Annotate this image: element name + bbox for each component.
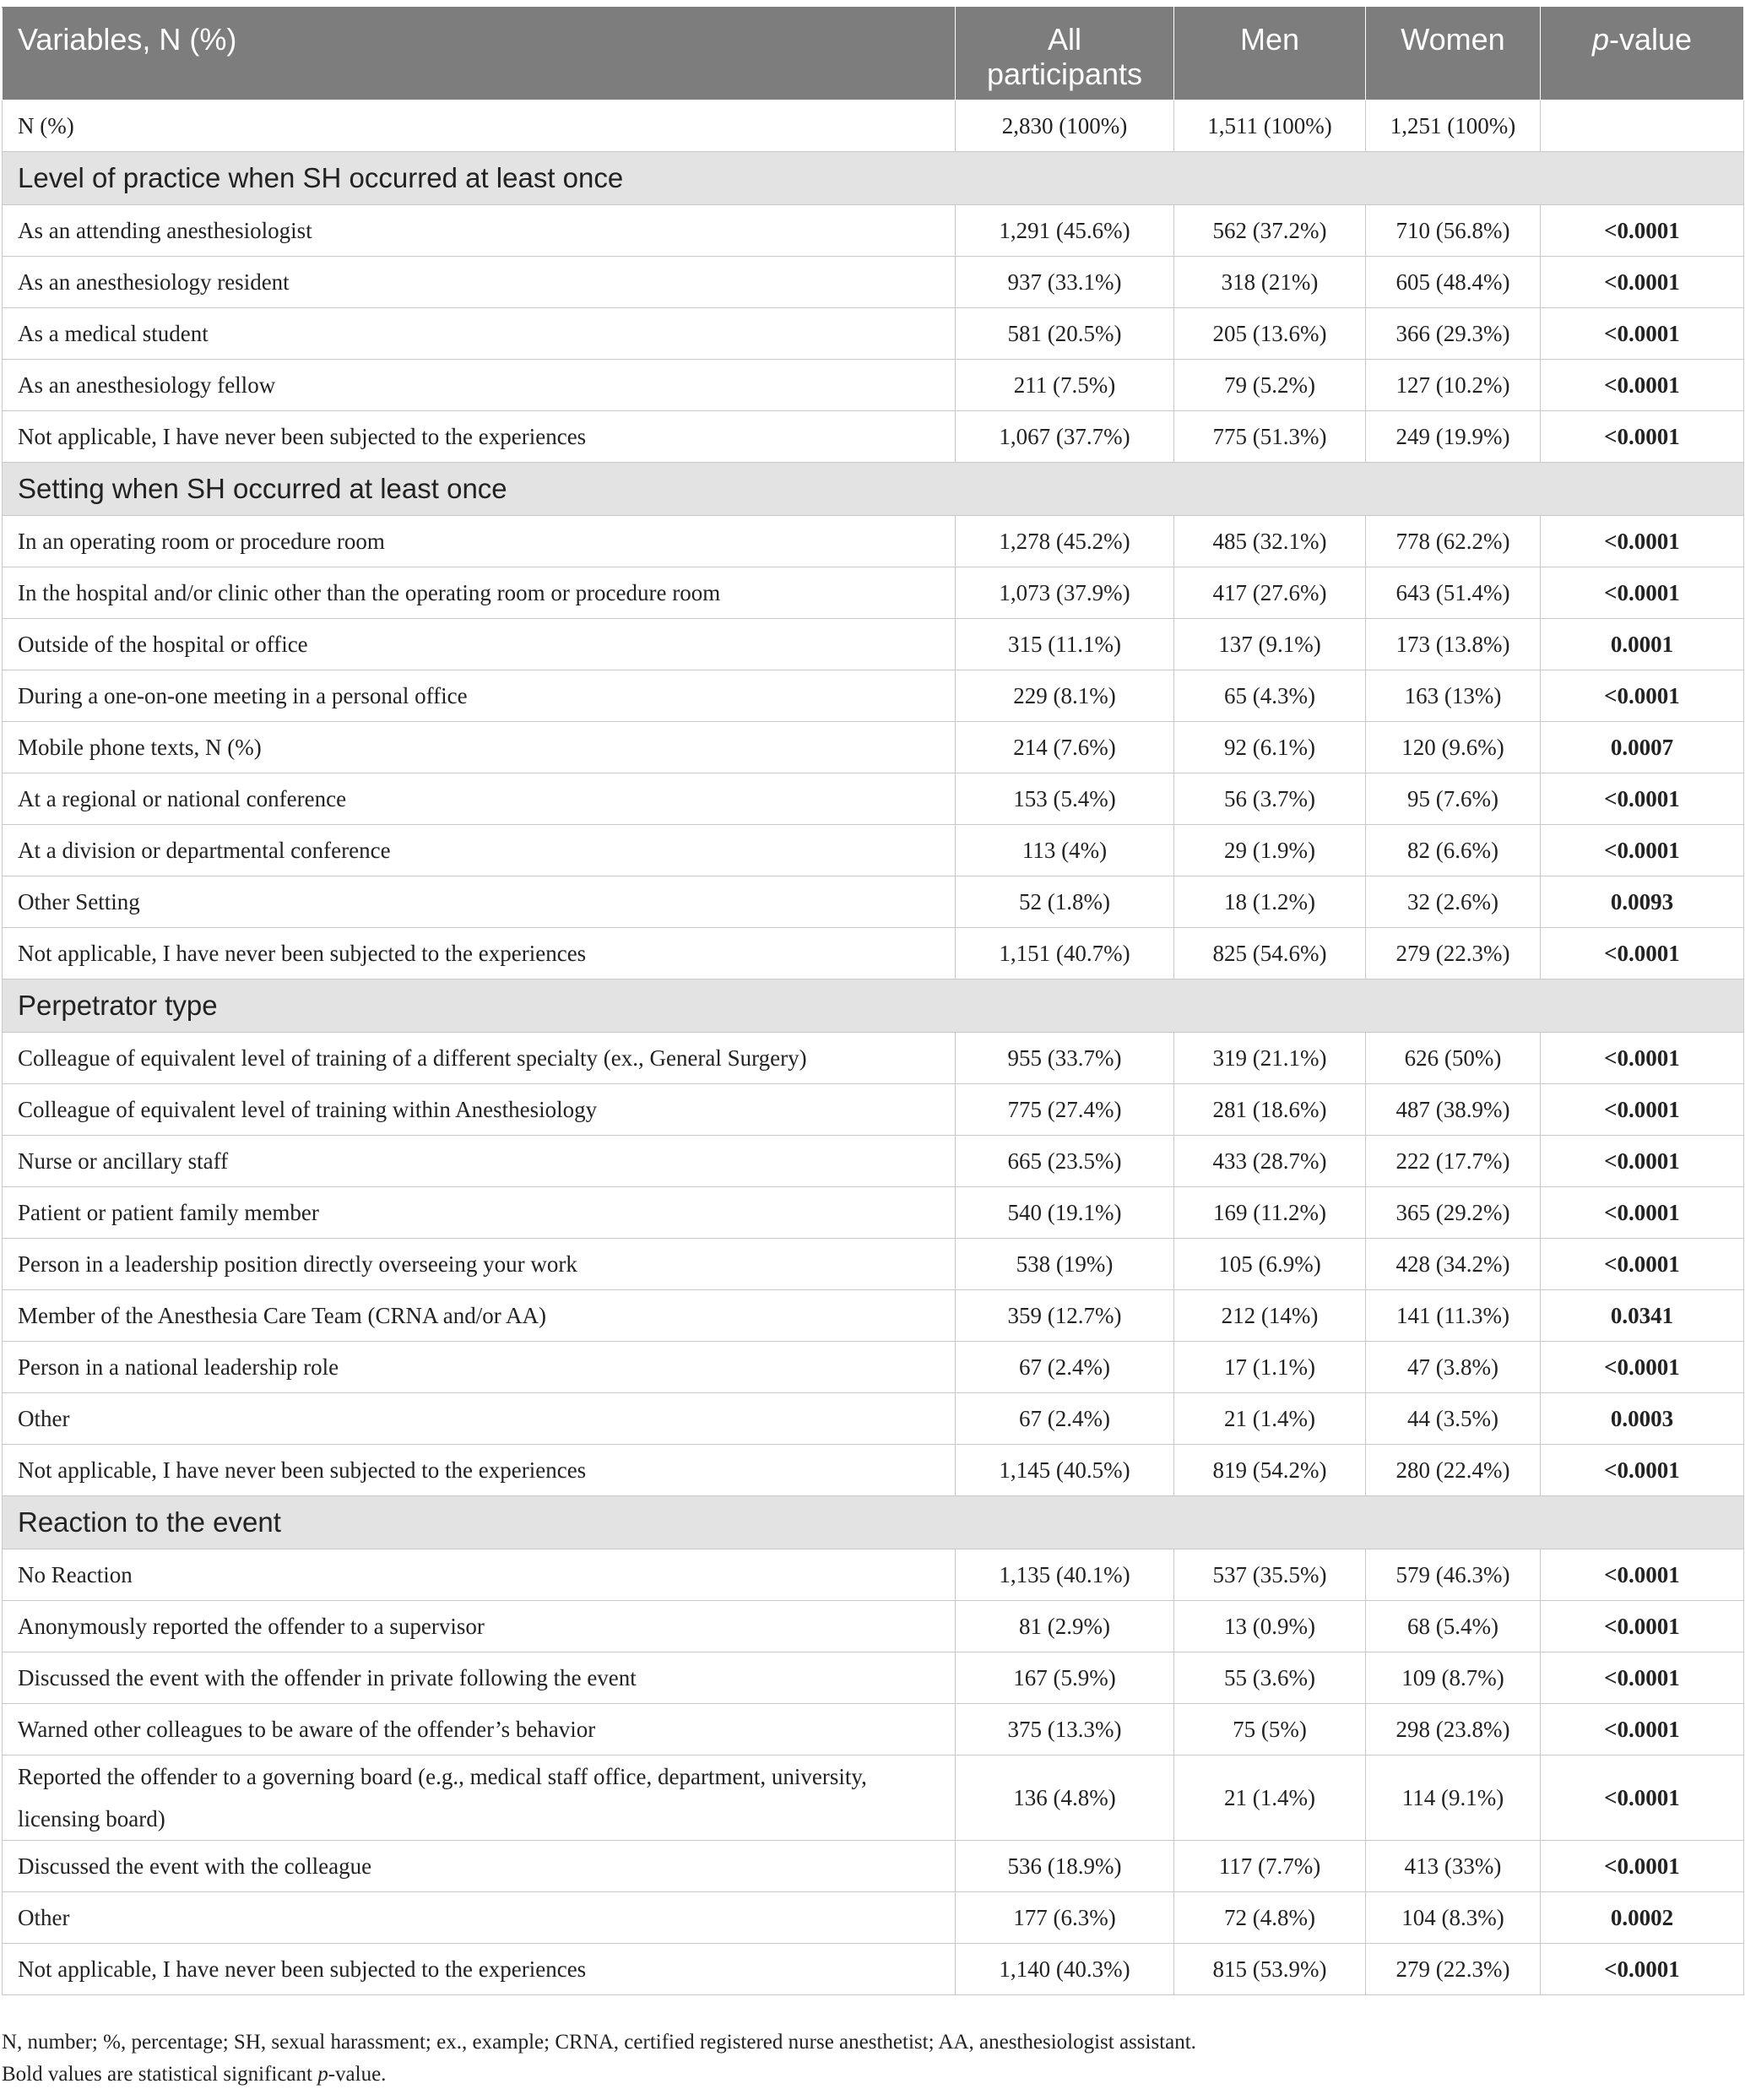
cell-p-value: <0.0001 [1541, 928, 1744, 979]
cell-women: 643 (51.4%) [1366, 567, 1541, 619]
n-row-all: 2,830 (100%) [956, 100, 1174, 152]
cell-all-participants: 581 (20.5%) [956, 308, 1174, 360]
table-row [3, 1704, 1744, 1755]
header-variables: Variables, N (%) [3, 8, 956, 100]
cell-p-value: <0.0001 [1541, 825, 1744, 876]
cell-p-value: <0.0001 [1541, 1755, 1744, 1841]
cell-all-participants: 1,151 (40.7%) [956, 928, 1174, 979]
cell-p-value: <0.0001 [1541, 1187, 1744, 1239]
section-header-row [3, 152, 1744, 205]
table-row [3, 773, 1744, 825]
row-label: Nurse or ancillary staff [3, 1136, 956, 1187]
cell-all-participants: 167 (5.9%) [956, 1652, 1174, 1704]
cell-p-value: <0.0001 [1541, 670, 1744, 722]
cell-all-participants: 1,067 (37.7%) [956, 411, 1174, 463]
cell-men: 18 (1.2%) [1174, 876, 1366, 928]
row-label: Member of the Anesthesia Care Team (CRNA and/or AA) [3, 1290, 956, 1342]
cell-women: 279 (22.3%) [1366, 1944, 1541, 1995]
table-row [3, 825, 1744, 876]
cell-men: 318 (21%) [1174, 257, 1366, 308]
cell-men: 319 (21.1%) [1174, 1033, 1366, 1084]
row-label: Other [3, 1892, 956, 1944]
results-table-container [2, 7, 1743, 1995]
cell-men: 72 (4.8%) [1174, 1892, 1366, 1944]
cell-women: 365 (29.2%) [1366, 1187, 1541, 1239]
row-label: Person in a leadership position directly overseeing your work [3, 1239, 956, 1290]
cell-men: 65 (4.3%) [1174, 670, 1366, 722]
cell-all-participants: 1,140 (40.3%) [956, 1944, 1174, 1995]
cell-women: 428 (34.2%) [1366, 1239, 1541, 1290]
cell-all-participants: 375 (13.3%) [956, 1704, 1174, 1755]
cell-women: 366 (29.3%) [1366, 308, 1541, 360]
row-label: Not applicable, I have never been subjected to the experiences [3, 411, 956, 463]
cell-men: 13 (0.9%) [1174, 1601, 1366, 1652]
cell-all-participants: 136 (4.8%) [956, 1755, 1174, 1841]
row-label: Outside of the hospital or office [3, 619, 956, 670]
cell-men: 29 (1.9%) [1174, 825, 1366, 876]
cell-men: 117 (7.7%) [1174, 1841, 1366, 1892]
cell-men: 205 (13.6%) [1174, 308, 1366, 360]
cell-women: 114 (9.1%) [1366, 1755, 1541, 1841]
cell-women: 710 (56.8%) [1366, 205, 1541, 257]
header-women: Women [1366, 8, 1541, 100]
table-row [3, 1445, 1744, 1496]
cell-men: 537 (35.5%) [1174, 1549, 1366, 1601]
table-row [3, 1187, 1744, 1239]
table-row [3, 1755, 1744, 1841]
cell-all-participants: 1,291 (45.6%) [956, 205, 1174, 257]
table-row [3, 722, 1744, 773]
cell-all-participants: 52 (1.8%) [956, 876, 1174, 928]
footnote-bold-note [2, 2059, 1741, 2091]
n-row-label: N (%) [3, 100, 956, 152]
cell-women: 778 (62.2%) [1366, 516, 1541, 567]
row-label: Mobile phone texts, N (%) [3, 722, 956, 773]
row-label: Colleague of equivalent level of training of a different specialty (ex., General Surgery) [3, 1033, 956, 1084]
row-label: Colleague of equivalent level of training within Anesthesiology [3, 1084, 956, 1136]
cell-p-value: <0.0001 [1541, 308, 1744, 360]
cell-all-participants: 536 (18.9%) [956, 1841, 1174, 1892]
n-row-women: 1,251 (100%) [1366, 100, 1541, 152]
cell-men: 79 (5.2%) [1174, 360, 1366, 411]
header-p-suffix: -value [1608, 22, 1693, 57]
cell-men: 92 (6.1%) [1174, 722, 1366, 773]
footnote-p-suffix: -value. [328, 2063, 387, 2086]
cell-all-participants: 955 (33.7%) [956, 1033, 1174, 1084]
row-label: Other [3, 1393, 956, 1445]
cell-women: 32 (2.6%) [1366, 876, 1541, 928]
cell-p-value: 0.0007 [1541, 722, 1744, 773]
cell-women: 222 (17.7%) [1366, 1136, 1541, 1187]
footnote-bold-note-text: Bold values are statistical significant [2, 2063, 318, 2086]
row-label: Anonymously reported the offender to a supervisor [3, 1601, 956, 1652]
cell-all-participants: 81 (2.9%) [956, 1601, 1174, 1652]
row-label: In an operating room or procedure room [3, 516, 956, 567]
cell-p-value: <0.0001 [1541, 1342, 1744, 1393]
row-label: Reported the offender to a governing board (e.g., medical staff office, department, university, licensing board) [3, 1755, 956, 1841]
row-label: Not applicable, I have never been subjected to the experiences [3, 1944, 956, 1995]
cell-p-value: <0.0001 [1541, 1084, 1744, 1136]
section-header-row [3, 979, 1744, 1033]
cell-women: 109 (8.7%) [1366, 1652, 1541, 1704]
cell-p-value: <0.0001 [1541, 1704, 1744, 1755]
row-label: As an attending anesthesiologist [3, 205, 956, 257]
cell-men: 775 (51.3%) [1174, 411, 1366, 463]
cell-women: 127 (10.2%) [1366, 360, 1541, 411]
table-row [3, 1892, 1744, 1944]
cell-p-value: 0.0341 [1541, 1290, 1744, 1342]
table-row [3, 205, 1744, 257]
table-row [3, 619, 1744, 670]
cell-all-participants: 665 (23.5%) [956, 1136, 1174, 1187]
cell-women: 44 (3.5%) [1366, 1393, 1541, 1445]
row-label: Other Setting [3, 876, 956, 928]
cell-women: 280 (22.4%) [1366, 1445, 1541, 1496]
table-row [3, 411, 1744, 463]
section-title: Level of practice when SH occurred at least once [3, 152, 1744, 205]
cell-women: 298 (23.8%) [1366, 1704, 1541, 1755]
cell-all-participants: 113 (4%) [956, 825, 1174, 876]
cell-p-value: 0.0003 [1541, 1393, 1744, 1445]
cell-all-participants: 1,278 (45.2%) [956, 516, 1174, 567]
cell-all-participants: 775 (27.4%) [956, 1084, 1174, 1136]
cell-men: 169 (11.2%) [1174, 1187, 1366, 1239]
table-row [3, 1944, 1744, 1995]
row-label: Not applicable, I have never been subjected to the experiences [3, 928, 956, 979]
section-header-row [3, 463, 1744, 516]
cell-men: 417 (27.6%) [1174, 567, 1366, 619]
section-title: Setting when SH occurred at least once [3, 463, 1744, 516]
cell-women: 487 (38.9%) [1366, 1084, 1541, 1136]
cell-men: 433 (28.7%) [1174, 1136, 1366, 1187]
cell-women: 279 (22.3%) [1366, 928, 1541, 979]
cell-women: 579 (46.3%) [1366, 1549, 1541, 1601]
row-label: At a regional or national conference [3, 773, 956, 825]
cell-p-value: 0.0093 [1541, 876, 1744, 928]
footnote-abbreviations: N, number; %, percentage; SH, sexual harassment; ex., example; CRNA, certified registered nurse anesthetist; AA, anesthesiologist assistant. [2, 2031, 1196, 2054]
table-row [3, 876, 1744, 928]
cell-men: 75 (5%) [1174, 1704, 1366, 1755]
cell-men: 56 (3.7%) [1174, 773, 1366, 825]
table-row [3, 308, 1744, 360]
table-row [3, 257, 1744, 308]
row-label: During a one-on-one meeting in a personal office [3, 670, 956, 722]
cell-all-participants: 540 (19.1%) [956, 1187, 1174, 1239]
cell-men: 212 (14%) [1174, 1290, 1366, 1342]
cell-women: 68 (5.4%) [1366, 1601, 1541, 1652]
cell-women: 413 (33%) [1366, 1841, 1541, 1892]
n-row [3, 100, 1744, 152]
cell-women: 173 (13.8%) [1366, 619, 1541, 670]
table-row [3, 1549, 1744, 1601]
cell-p-value: <0.0001 [1541, 1601, 1744, 1652]
cell-women: 141 (11.3%) [1366, 1290, 1541, 1342]
cell-men: 819 (54.2%) [1174, 1445, 1366, 1496]
row-label: As an anesthesiology fellow [3, 360, 956, 411]
table-row [3, 1652, 1744, 1704]
section-header-row [3, 1496, 1744, 1549]
cell-women: 82 (6.6%) [1366, 825, 1541, 876]
cell-men: 137 (9.1%) [1174, 619, 1366, 670]
cell-women: 120 (9.6%) [1366, 722, 1541, 773]
cell-women: 163 (13%) [1366, 670, 1541, 722]
cell-women: 605 (48.4%) [1366, 257, 1541, 308]
table-header [3, 8, 1744, 100]
cell-women: 47 (3.8%) [1366, 1342, 1541, 1393]
header-p-italic: p [1591, 22, 1609, 57]
cell-men: 21 (1.4%) [1174, 1393, 1366, 1445]
cell-men: 105 (6.9%) [1174, 1239, 1366, 1290]
n-row-p-value [1541, 100, 1744, 152]
cell-p-value: <0.0001 [1541, 567, 1744, 619]
row-label: In the hospital and/or clinic other than the operating room or procedure room [3, 567, 956, 619]
cell-men: 485 (32.1%) [1174, 516, 1366, 567]
table-row [3, 1033, 1744, 1084]
cell-men: 55 (3.6%) [1174, 1652, 1366, 1704]
row-label: Patient or patient family member [3, 1187, 956, 1239]
table-body [3, 100, 1744, 1995]
row-label: At a division or departmental conference [3, 825, 956, 876]
cell-women: 626 (50%) [1366, 1033, 1541, 1084]
row-label: Person in a national leadership role [3, 1342, 956, 1393]
section-title: Perpetrator type [3, 979, 1744, 1033]
table-row [3, 1239, 1744, 1290]
cell-women: 104 (8.3%) [1366, 1892, 1541, 1944]
cell-all-participants: 67 (2.4%) [956, 1393, 1174, 1445]
table-row [3, 1084, 1744, 1136]
table-row [3, 516, 1744, 567]
cell-all-participants: 67 (2.4%) [956, 1342, 1174, 1393]
cell-p-value: <0.0001 [1541, 1445, 1744, 1496]
header-men: Men [1174, 8, 1366, 100]
table-row [3, 1841, 1744, 1892]
cell-p-value: 0.0001 [1541, 619, 1744, 670]
table-row [3, 1601, 1744, 1652]
cell-p-value: <0.0001 [1541, 257, 1744, 308]
cell-p-value: <0.0001 [1541, 1944, 1744, 1995]
table-row [3, 360, 1744, 411]
cell-p-value: <0.0001 [1541, 1549, 1744, 1601]
cell-p-value: <0.0001 [1541, 1136, 1744, 1187]
table-row [3, 1290, 1744, 1342]
table-row [3, 1342, 1744, 1393]
section-title: Reaction to the event [3, 1496, 1744, 1549]
cell-p-value: 0.0002 [1541, 1892, 1744, 1944]
cell-p-value: <0.0001 [1541, 205, 1744, 257]
cell-p-value: <0.0001 [1541, 1841, 1744, 1892]
row-label: Discussed the event with the offender in private following the event [3, 1652, 956, 1704]
row-label: Discussed the event with the colleague [3, 1841, 956, 1892]
table-row [3, 1136, 1744, 1187]
cell-all-participants: 1,145 (40.5%) [956, 1445, 1174, 1496]
cell-p-value: <0.0001 [1541, 1033, 1744, 1084]
cell-all-participants: 315 (11.1%) [956, 619, 1174, 670]
cell-women: 249 (19.9%) [1366, 411, 1541, 463]
table-row [3, 670, 1744, 722]
header-p-value [1541, 8, 1744, 100]
results-table [2, 7, 1744, 1995]
cell-men: 17 (1.1%) [1174, 1342, 1366, 1393]
header-all-participants: All participants [956, 8, 1174, 100]
row-label: As an anesthesiology resident [3, 257, 956, 308]
cell-all-participants: 359 (12.7%) [956, 1290, 1174, 1342]
cell-men: 815 (53.9%) [1174, 1944, 1366, 1995]
cell-all-participants: 153 (5.4%) [956, 773, 1174, 825]
cell-p-value: <0.0001 [1541, 773, 1744, 825]
cell-p-value: <0.0001 [1541, 516, 1744, 567]
header-row [3, 8, 1744, 100]
cell-all-participants: 1,135 (40.1%) [956, 1549, 1174, 1601]
row-label: As a medical student [3, 308, 956, 360]
cell-men: 21 (1.4%) [1174, 1755, 1366, 1841]
table-row [3, 928, 1744, 979]
row-label: Warned other colleagues to be aware of the offender’s behavior [3, 1704, 956, 1755]
cell-p-value: <0.0001 [1541, 1239, 1744, 1290]
cell-all-participants: 214 (7.6%) [956, 722, 1174, 773]
cell-all-participants: 538 (19%) [956, 1239, 1174, 1290]
cell-all-participants: 211 (7.5%) [956, 360, 1174, 411]
cell-p-value: <0.0001 [1541, 360, 1744, 411]
cell-women: 95 (7.6%) [1366, 773, 1541, 825]
n-row-men: 1,511 (100%) [1174, 100, 1366, 152]
cell-all-participants: 937 (33.1%) [956, 257, 1174, 308]
row-label: Not applicable, I have never been subjected to the experiences [3, 1445, 956, 1496]
row-label: No Reaction [3, 1549, 956, 1601]
cell-men: 825 (54.6%) [1174, 928, 1366, 979]
table-row [3, 567, 1744, 619]
table-row [3, 1393, 1744, 1445]
cell-p-value: <0.0001 [1541, 1652, 1744, 1704]
cell-all-participants: 229 (8.1%) [956, 670, 1174, 722]
cell-men: 562 (37.2%) [1174, 205, 1366, 257]
cell-p-value: <0.0001 [1541, 411, 1744, 463]
footnote-p-italic: p [317, 2063, 328, 2086]
cell-men: 281 (18.6%) [1174, 1084, 1366, 1136]
table-footnotes [2, 2027, 1741, 2091]
cell-all-participants: 1,073 (37.9%) [956, 567, 1174, 619]
cell-all-participants: 177 (6.3%) [956, 1892, 1174, 1944]
